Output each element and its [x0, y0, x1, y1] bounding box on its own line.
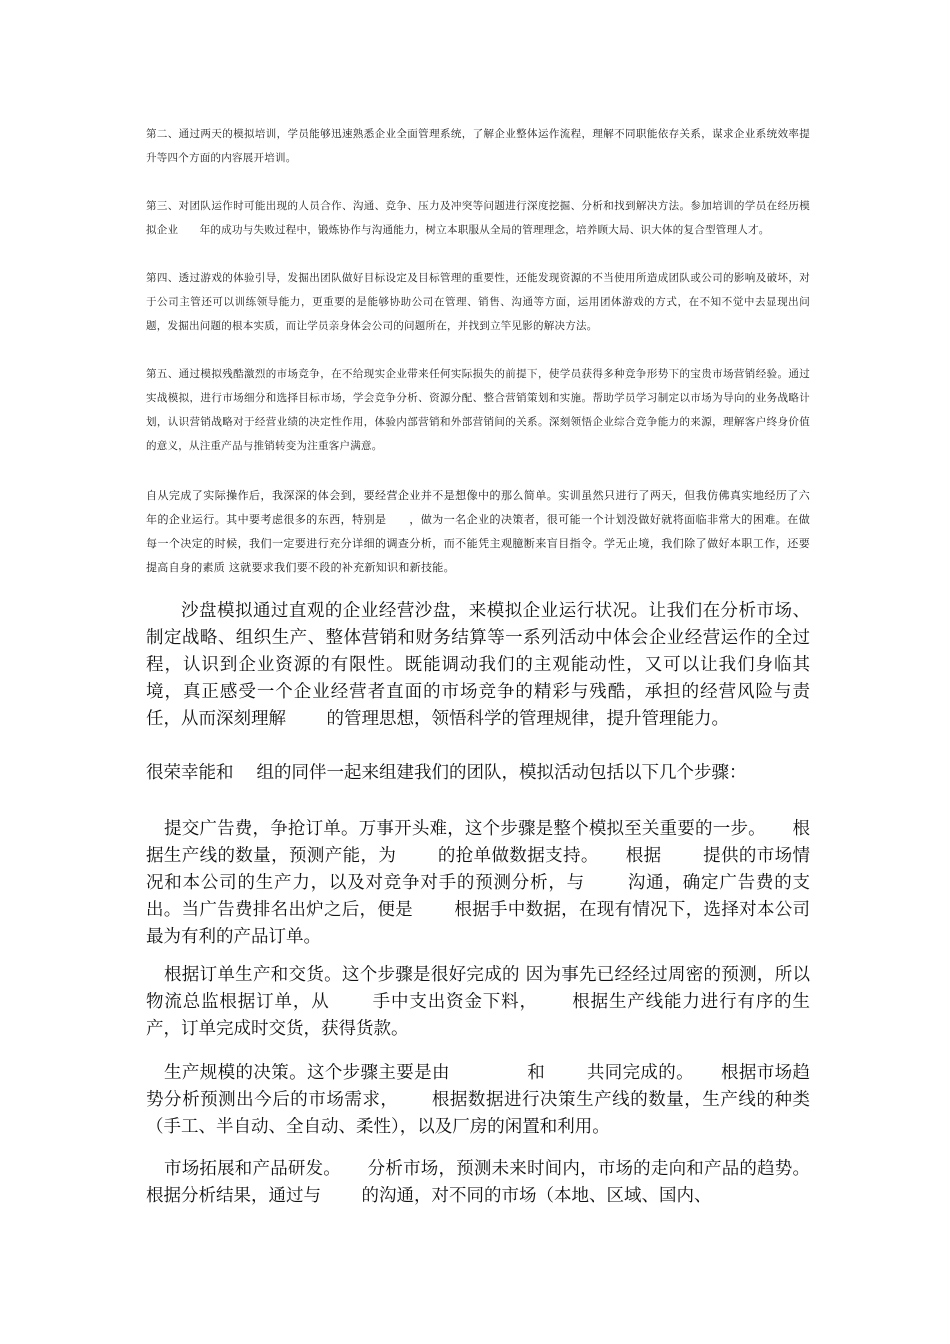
- paragraph-text: 生产规模的决策。这个步骤主要是由 和 共同完成的。 根据市场趋势分析预测出今后的市场需求， 根据数据进行决策生产线的数量，生产线的种类（手工、半自动、全自动、柔性），以及厂房的闲置和利用。: [146, 1063, 810, 1137]
- paragraph-sandbox-intro: [146, 598, 810, 733]
- paragraph-text: 市场拓展和产品研发。 分析市场，预测未来时间内，市场的走向和产品的趋势。根据分析结果，通过与 的沟通，对不同的市场（本地、区域、国内、: [146, 1159, 810, 1206]
- paragraph-step-scale: [146, 1060, 810, 1141]
- paragraph-text: 第五、通过模拟残酷激烈的市场竞争，在不给现实企业带来任何实际损失的前提下，使学员获得多种竞争形势下的宝贵市场营销经验。通过实战模拟，进行市场细分和选择目标市场，学会竞争分析、资源分配、整合营销策划和实施。帮助学员学习制定以市场为导向的业务战略计划，认识营销战略对于经营业绩的决定性作用，体验内部营销和外部营销间的关系。深刻领悟企业综合竞争能力的来源，理解客户终身价值的意义，从注重产品与推销转变为注重客户满意。: [146, 368, 810, 452]
- paragraph-text: 第二、通过两天的模拟培训，学员能够迅速熟悉企业全面管理系统，了解企业整体运作流程，理解不同职能依存关系，谋求企业系统效率提升等四个方面的内容展开培训。: [146, 128, 810, 164]
- paragraph-step-production: [146, 962, 810, 1043]
- paragraph-third: [146, 194, 810, 242]
- paragraph-fifth: [146, 362, 810, 458]
- paragraph-text: 第三、对团队运作时可能出现的人员合作、沟通、竞争、压力及冲突等问题进行深度挖掘、分析和找到解决方法。参加培训的学员在经历模拟企业 年的成功与失败过程中，锻炼协作与沟通能力，树立本职服从全局的管理理念，培养顾大局、识大体的复合型管理人才。: [146, 200, 810, 236]
- paragraph-text: 提交广告费，争抢订单。万事开头难，这个步骤是整个模拟至关重要的一步。 根据生产线的数量，预测产能，为 的抢单做数据支持。 根据 提供的市场情况和本公司的生产力，以及对竞争对手的预测分析，与 沟通，确定广告费的支出。当广告费排名出炉之后，便是 根据手中数据，在现有情况下，选择对本公司最为有利的产品订单。: [146, 819, 810, 947]
- paragraph-step-market: [146, 1156, 810, 1210]
- paragraph-text: 根据订单生产和交货。这个步骤是很好完成的 因为事先已经经过周密的预测，所以物流总监根据订单，从 手中支出资金下料， 根据生产线能力进行有序的生产，订单完成时交货，获得货款。: [146, 965, 810, 1039]
- paragraph-fourth: [146, 266, 810, 338]
- paragraph-second: [146, 122, 810, 170]
- paragraph-text: 自从完成了实际操作后，我深深的体会到，要经营企业并不是想像中的那么简单。实训虽然只进行了两天，但我仿佛真实地经历了六年的企业运行。其中要考虑很多的东西，特别是 ，做为一名企业的决策者，很可能一个计划没做好就将面临非常大的困难。在做每一个决定的时候，我们一定要进行充分详细的调查分析，而不能凭主观臆断来盲目指令。学无止境，我们除了做好本职工作，还要提高自身的素质 这就要求我们要不段的补充新知识和新技能。: [146, 489, 810, 574]
- paragraph-text: 沙盘模拟通过直观的企业经营沙盘，来模拟企业运行状况。让我们在分析市场、制定战略、组织生产、整体营销和财务结算等一系列活动中体会企业经营运作的全过程，认识到企业资源的有限性。既能调动我们的主观能动性，又可以让我们身临其境，真正感受一个企业经营者直面的市场竞争的精彩与残酷，承担的经营风险与责任，从而深刻理解 的管理思想，领悟科学的管理规律，提升管理能力。: [146, 601, 810, 729]
- paragraph-text: 第四、透过游戏的体验引导，发掘出团队做好目标设定及目标管理的重要性，还能发现资源的不当使用所造成团队或公司的影响及破坏，对于公司主管还可以训练领导能力，更重要的是能够协助公司在管理、销售、沟通等方面，运用团体游戏的方式，在不知不觉中去显现出问题，发掘出问题的根本实质，而让学员亲身体会公司的问题所在，并找到立竿见影的解决方法。: [146, 272, 810, 332]
- paragraph-reflection: [146, 484, 810, 580]
- paragraph-team-steps: [146, 760, 810, 787]
- paragraph-text: 很荣幸能和 组的同伴一起来组建我们的团队，模拟活动包括以下几个步骤：: [146, 763, 747, 783]
- paragraph-step-advertising: [146, 816, 810, 951]
